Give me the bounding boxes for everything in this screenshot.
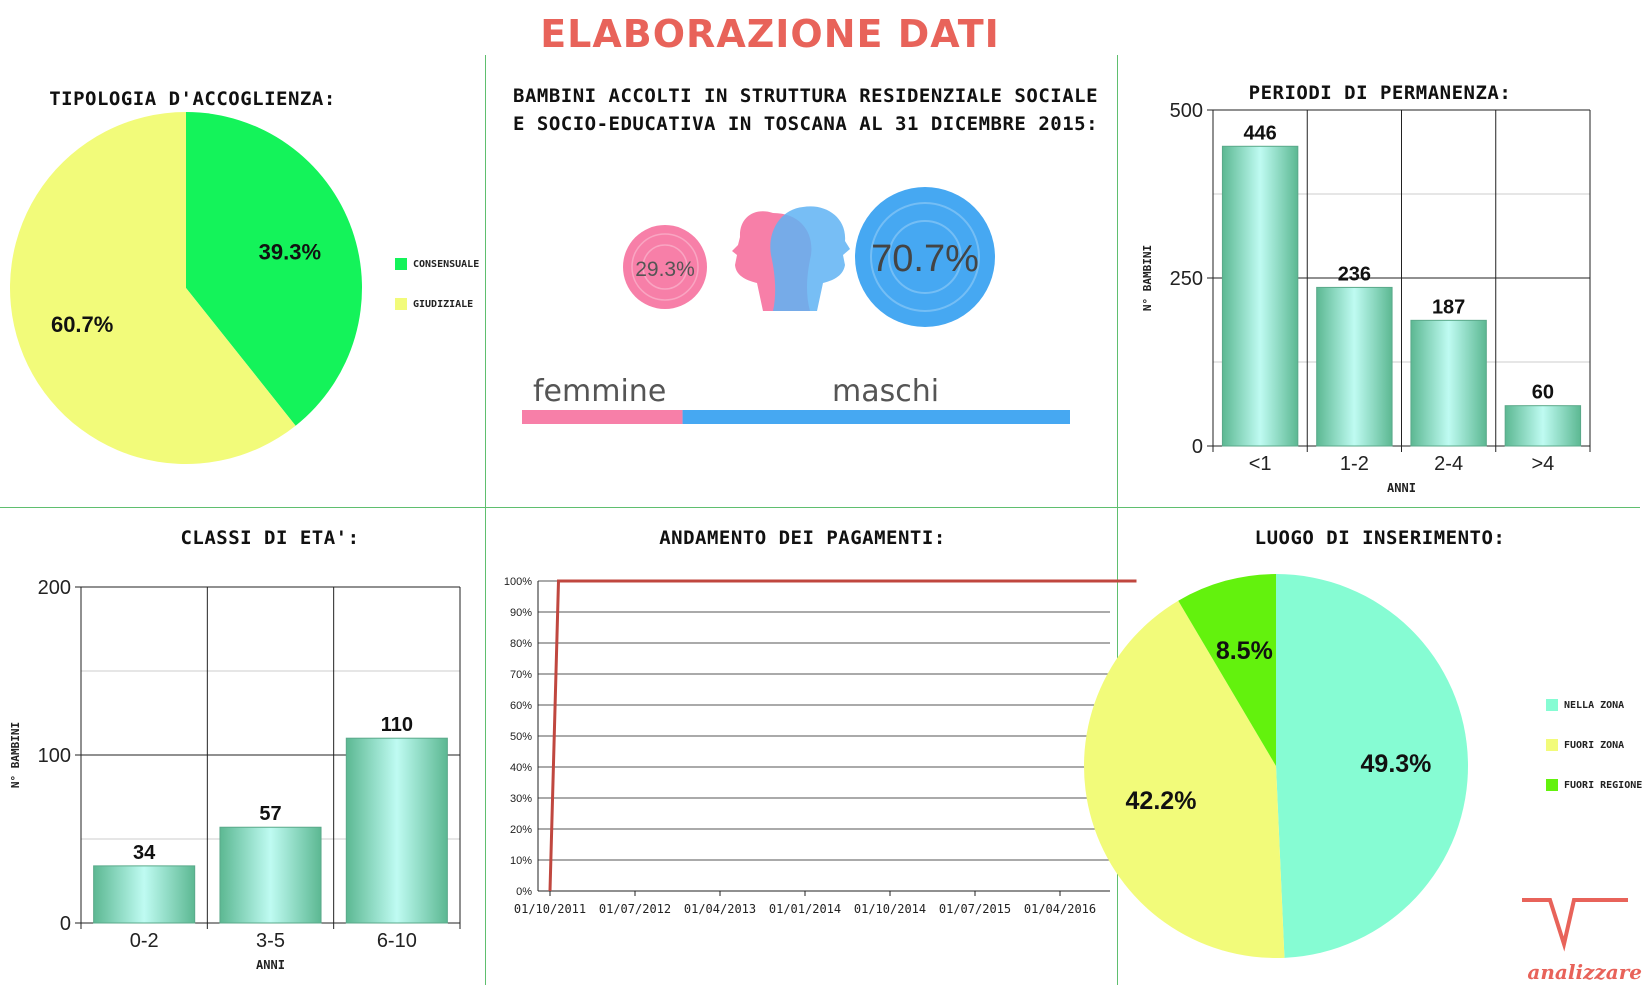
pagamenti-ytick-label: 90% [509,607,532,619]
permanenza-bar [1222,146,1297,446]
analizzare-logo-mark [1520,898,1630,948]
eta-ytick-label: 0 [59,913,71,935]
legend-label-nella-zona: NELLA ZONA [1564,699,1625,711]
eta-bar-chart [0,565,480,985]
legend-item-giudiziale [395,296,479,312]
pagamenti-ytick-label: 100% [503,576,532,588]
pagamenti-ytick-label: 20% [509,824,532,836]
permanenza-category-label: <1 [1248,453,1272,475]
pagamenti-xtick-label: 01/10/2011 [513,902,587,916]
eta-ytick-label: 200 [37,577,71,599]
eta-category-label: 3-5 [256,930,285,952]
eta-yaxis-label: N° BAMBINI [9,721,22,789]
bambini-subtitle-line2: E SOCIO-EDUCATIVA IN TOSCANA AL 31 DICEMBRE 2015: [513,113,1099,135]
legend-swatch-giudiziale [395,298,407,310]
eta-ytick-label: 100 [37,745,71,767]
maschi-bar-segment [683,410,1070,424]
legend-label-consensuale: CONSENSUALE [413,258,480,270]
legend-swatch-nella-zona [1546,699,1558,711]
page-title: ELABORAZIONE DATI [540,12,1000,56]
permanenza-value-label: 236 [1337,263,1372,286]
pagamenti-xtick-label: 01/04/2016 [1023,902,1097,916]
divider-horizontal [0,507,1640,508]
faces-icon [732,206,850,311]
pagamenti-line-chart [490,565,1110,925]
eta-value-label: 110 [380,714,413,737]
permanenza-bar [1411,320,1486,446]
permanenza-yaxis-label: N° BAMBINI [1141,244,1154,312]
legend-label-fuori-regione: FUORI REGIONE [1564,779,1643,791]
pagamenti-ytick-label: 50% [509,731,532,743]
permanenza-bar [1317,287,1392,446]
tipologia-legend [395,256,479,336]
permanenza-value-label: 446 [1243,122,1277,145]
pagamenti-title: ANDAMENTO DEI PAGAMENTI: [659,527,946,549]
legend-label-giudiziale: GIUDIZIALE [413,298,474,310]
legend-swatch-fuori-regione [1546,779,1558,791]
legend-label-fuori-zona: FUORI ZONA [1564,739,1625,751]
luogo-title: LUOGO DI INSERIMENTO: [1254,527,1506,549]
femmine-circle [623,225,707,309]
maschi-percent: 70.7% [871,238,979,280]
tipologia-label-giudiziale: 60.7% [50,311,114,337]
femmine-bar-segment [522,410,683,424]
eta-bar [94,866,195,923]
bambini-subtitle [513,82,1098,138]
eta-category-label: 0-2 [129,930,159,952]
legend-swatch-consensuale [395,258,407,270]
permanenza-bar [1505,406,1580,446]
permanenza-category-label: >4 [1531,453,1555,475]
pagamenti-ytick-label: 30% [509,793,532,805]
pagamenti-ytick-label: 10% [509,855,532,867]
gender-ratio-bar [522,410,1070,424]
permanenza-value-label: 60 [1531,381,1554,404]
pagamenti-xtick-label: 01/10/2014 [853,902,927,916]
tipologia-label-consensuale: 39.3% [258,239,322,265]
permanenza-ytick-label: 500 [1169,100,1203,122]
permanenza-value-label: 187 [1431,296,1466,319]
pagamenti-ytick-label: 40% [509,762,532,774]
permanenza-category-label: 2-4 [1434,453,1464,475]
eta-bar [346,738,447,923]
luogo-legend [1546,697,1642,817]
permanenza-ytick-label: 250 [1169,268,1203,290]
luogo-label-nella-zona: 49.3% [1360,750,1432,779]
eta-xaxis-label: ANNI [256,958,285,972]
eta-value-label: 34 [133,841,156,864]
luogo-label-fuori-zona: 42.2% [1125,786,1197,815]
tipologia-pie-chart [10,110,390,490]
permanenza-category-label: 1-2 [1339,453,1369,475]
tipologia-title: TIPOLOGIA D'ACCOGLIENZA: [49,88,336,110]
permanenza-xaxis-label: ANNI [1387,481,1416,495]
eta-title: CLASSI DI ETA': [180,527,360,549]
femmine-percent: 29.3% [635,258,695,281]
permanenza-title: PERIODI DI PERMANENZA: [1248,82,1512,104]
eta-value-label: 57 [259,803,282,826]
divider-vertical-left [485,55,486,985]
permanenza-ytick-label: 0 [1191,436,1203,458]
pagamenti-ytick-label: 70% [509,669,532,681]
legend-item-fuori-zona [1546,737,1642,753]
femmine-label: femmine [533,374,667,409]
pagamenti-xtick-label: 01/01/2014 [768,902,842,916]
pagamenti-ytick-label: 0% [516,886,532,898]
pagamenti-xtick-label: 01/07/2012 [598,902,672,916]
pagamenti-xtick-label: 01/04/2013 [683,902,757,916]
legend-swatch-fuori-zona [1546,739,1558,751]
luogo-pie-chart [1125,555,1545,975]
bambini-subtitle-line1: BAMBINI ACCOLTI IN STRUTTURA RESIDENZIALE SOCIALE [513,85,1099,107]
eta-bar [220,827,321,923]
maschi-circle [855,187,995,327]
permanenza-bar-chart [1120,100,1640,495]
legend-item-nella-zona [1546,697,1642,713]
legend-item-fuori-regione [1546,777,1642,793]
gender-infographic [505,185,1065,385]
eta-category-label: 6-10 [376,930,417,952]
maschi-label: maschi [832,374,940,409]
luogo-label-fuori-regione: 8.5% [1215,637,1273,666]
analizzare-logo: analizzare [1527,960,1642,984]
legend-item-consensuale [395,256,479,272]
pagamenti-xtick-label: 01/07/2015 [938,902,1012,916]
pagamenti-ytick-label: 80% [509,638,532,650]
pagamenti-ytick-label: 60% [509,700,532,712]
